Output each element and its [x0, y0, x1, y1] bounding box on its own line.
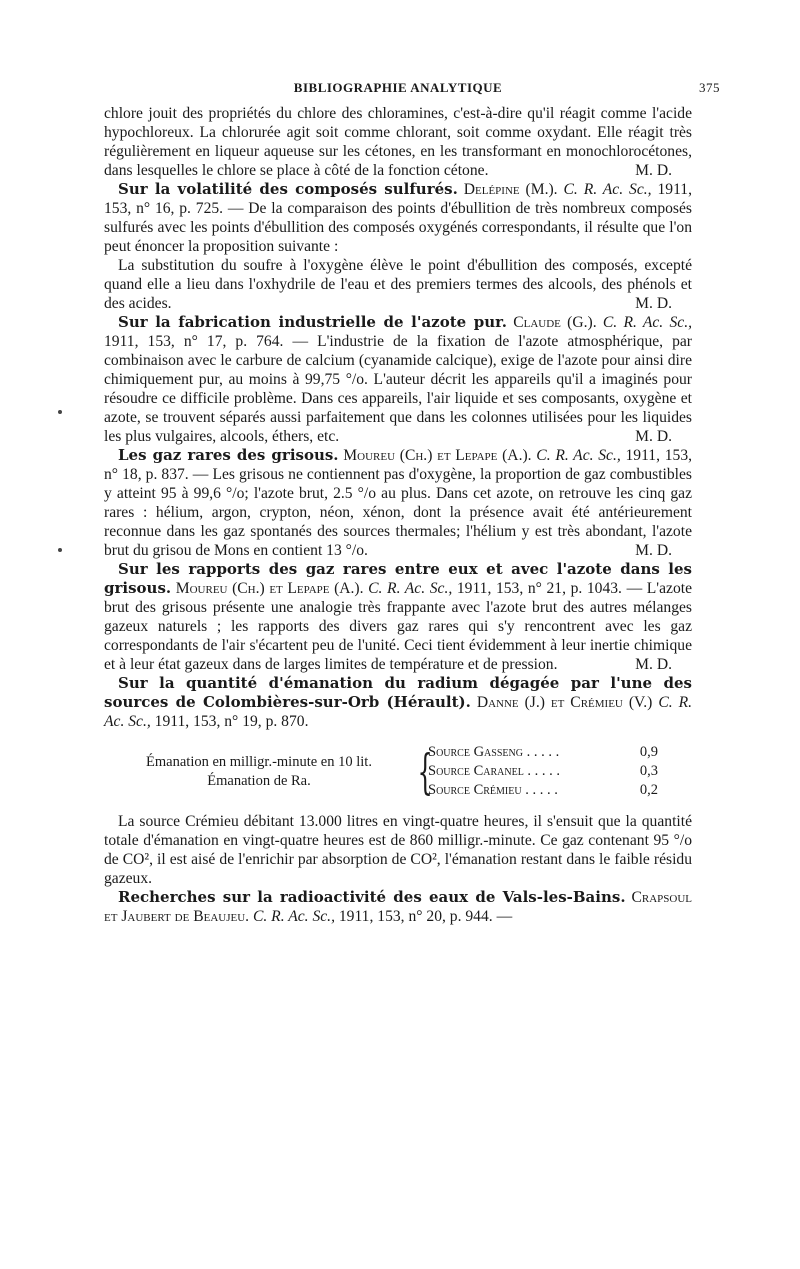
section-gaz-rares [104, 446, 692, 560]
section-body: — De la comparaison des points d'ébullition de très nombreux composés sulfurés avec les points d'ébullition des composés oxygénés correspondants, il résulte que l'on peut énoncer la proposition suivante : [104, 200, 692, 255]
section-title: Sur les rapports des gaz rares entre eux et avec l'azote dans les grisous. [104, 560, 692, 597]
author: Claude (G.). [513, 314, 597, 331]
section-title: Les gaz rares des grisous. [118, 446, 339, 464]
journal: C. R. Ac. Sc., [536, 447, 621, 464]
journal: C. R. Ac. Sc., [104, 694, 693, 730]
emanation-table [104, 743, 692, 800]
header-title: BIBLIOGRAPHIE ANALYTIQUE [293, 80, 503, 95]
margin-mark [58, 410, 62, 414]
running-header [104, 80, 720, 104]
author: Moureu (Ch.) et Lepape (A.). [175, 580, 364, 597]
article-body [104, 104, 692, 926]
table-label-line2: Émanation de Ra. [207, 772, 311, 789]
section-title: Sur la fabrication industrielle de l'azote pur. [118, 313, 507, 331]
table-row [428, 781, 658, 800]
section-body: — Les grisous ne contiennent pas d'oxygène, la proportion de gaz combustibles y atteint 95 à 99,6 °/o; l'azote brut, 2.5 °/o au plus. Dans cet azote, on retrouve les cinq gaz rares : hélium, argon, crypton, néon, xénon, dont la présence avait été antérieurement reconnue dans les gaz spontanés des sources thermales; l'hélium y est très abondant, l'azote brut du grisou de Mons en contient 13 °/o. [104, 466, 692, 559]
reference: 1911, 153, n° 19, p. 870. [154, 713, 309, 730]
signature: M. D. [635, 162, 672, 179]
page-number: 375 [699, 80, 720, 95]
source-value: 0,9 [639, 744, 658, 760]
reference: 1911, 153, n° 16, p. 725. [104, 181, 692, 217]
journal: C. R. Ac. Sc., [252, 908, 335, 925]
author: Delépine (M.). [463, 181, 558, 198]
section-azote-pur [104, 313, 692, 446]
section-radioactivite [104, 888, 692, 926]
journal: C. R. Ac. Sc., [563, 181, 652, 198]
signature: M. D. [635, 295, 672, 312]
brace-icon: { [417, 743, 433, 800]
source-value: 0,2 [639, 782, 658, 798]
section-title: Sur la quantité d'émanation du radium dégagée par l'une des sources de Colombières-sur-Orb (Hérault). [104, 674, 692, 711]
source-value: 0,3 [639, 763, 658, 779]
section-body: La substitution du soufre à l'oxygène élève le point d'ébullition des composés, excepté quand elle a lieu dans l'oxhydrile de l'eau et des premiers termes des alcools, des phénols et des acides. [104, 257, 692, 312]
section-volatilite-cont [104, 256, 692, 313]
table-label [104, 753, 414, 791]
signature: M. D. [635, 656, 672, 673]
source-name: Source Caranel . . . . . [428, 763, 561, 779]
reference: 1911, 153, n° 20, p. 944. — [338, 908, 513, 925]
section-body: La source Crémieu débitant 13.000 litres en vingt-quatre heures, il s'ensuit que la quantité totale d'émanation en vingt-quatre heures est de 860 milligr.-minute. Ce gaz contenant 95 °/o de CO², il est aisé de l'enrichir par absorption de CO², l'émanation restant dans le faible résidu gazeux. [104, 813, 692, 887]
source-name: Source Crémieu . . . . . [428, 782, 558, 798]
reference: 1911, 153, n° 18, p. 837. [104, 447, 693, 483]
author: Danne (J.) et Crémieu (V.) [476, 694, 653, 711]
table-row [428, 762, 658, 781]
section-body: — L'azote brut des grisous présente une analogie très frappante avec l'azote brut des autres mélanges gazeux naturels ; les rapports des divers gaz rares qui s'y rencontrent avec les gaz correspondants de l'air s'écartent peu de l'unité. Ceci tient évidemment à leur inertie chimique et à leur état gazeux dans de larges limites de température et de pression. [104, 580, 692, 673]
reference: 1911, 153, n° 21, p. 1043. [456, 580, 622, 597]
section-emanation [104, 674, 692, 731]
table-label-line1: Émanation en milligr.-minute en 10 lit. [146, 753, 372, 770]
signature: M. D. [635, 428, 672, 445]
section-emanation-body [104, 812, 692, 888]
section-title: Sur la volatilité des composés sulfurés. [118, 180, 458, 198]
section-volatilite [104, 180, 692, 256]
table-values [428, 743, 658, 800]
author: Crapsoul et Jaubert de Beaujeu. [104, 889, 692, 925]
section-body: — L'industrie de la fixation de l'azote atmosphérique, par combinaison avec le carbure de calcium (cyanamide calcique), exige de l'azote pour ainsi dire chimiquement pur, au moins à 99,75 °/o. L'auteur décrit les appareils qu'il a imaginés pour résoudre ce difficile problème. Dans ces appareils, l'air liquide et ses composants, oxygène et azote, se trouvent séparés aussi parfaitement que dans les colonnes utilisées pour les liquides les plus vulgaires, alcools, éthers, etc. [104, 333, 692, 445]
source-name: Source Gasseng . . . . . [428, 744, 560, 760]
author: Moureu (Ch.) et Lepape (A.). [343, 447, 532, 464]
signature: M. D. [635, 542, 672, 559]
intro-paragraph [104, 104, 692, 180]
table-row [428, 743, 658, 762]
section-title: Recherches sur la radioactivité des eaux de Vals-les-Bains. [118, 888, 626, 906]
journal: C. R. Ac. Sc., [602, 314, 692, 331]
journal: C. R. Ac. Sc., [368, 580, 453, 597]
margin-mark [58, 548, 62, 552]
section-rapports [104, 560, 692, 674]
intro-text: chlore jouit des propriétés du chlore des chloramines, c'est-à-dire qu'il réagit comme l'acide hypochloreux. La chlorurée agit soit comme chlorant, soit comme oxydant. Elle réagit très régulièrement en liqueur aqueuse sur les cétones, en les transformant en monochlorocétones, dans lesquelles le chlore se place à côté de la fonction cétone. [104, 105, 692, 179]
reference: 1911, 153, n° 17, p. 764. [104, 333, 284, 350]
